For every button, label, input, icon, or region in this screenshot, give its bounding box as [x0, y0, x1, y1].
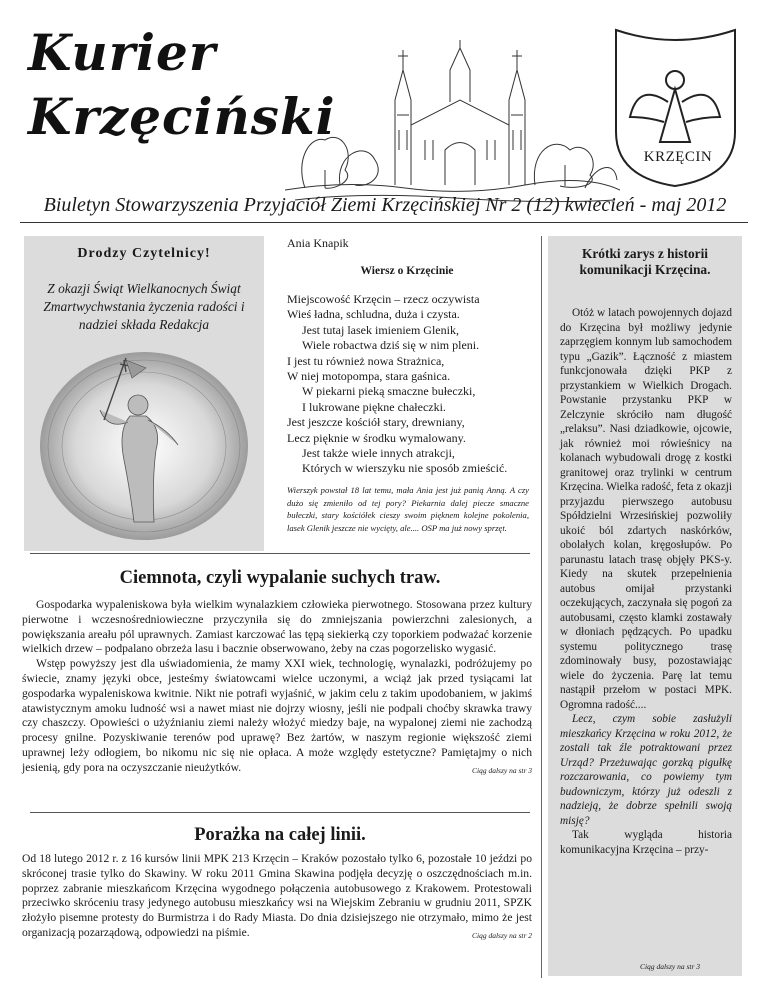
poem-line: W piekarni pieką smaczne bułeczki,	[302, 384, 476, 399]
sidebar-paragraph: Otóż w latach powojennych dojazd do Krzęcina był możliwy jedynie zaprzęgiem konnym lub samochodem typu „Gazik”. Łączność z miastem funkcjonowała dzięki PKP z przystankiem w Wielkich Drogach. Powstanie przystanku PKP w Zelczynie skróciło nam długość „relaksu”. Nasi dziadkowie, ojcowie, jak również moi rówieśnicy na kolanach wybudowali drogę z kostki granitowej oraz trylinki w centrum Krzęcina. Wielka radość, feta z okazji przyjazdu pierwszego autobusu Spółdzielni Wrzesińskiej pozwoliły ukoić ból zdartych naskórków, obolałych kolan, kręgosłupów. Po parunastu latach trasę objęły PKS-y. Kiedy na skutek przepełnienia autobus omijał przystanki oczekujących, zaczynała się pogoń za autobusami, często klamki zostawały w dłoniach pędzących. Po upadku systemu politycznego trasę zdominowały busy, pozostawiając wiele do życzenia. Parę lat temu nastąpił przełom w postaci MPK. Ogromna radość....	[560, 307, 732, 711]
poem-line: Jest tutaj lasek imieniem Glenik,	[302, 322, 459, 337]
poem-author: Ania Knapik	[287, 236, 349, 250]
crest-label: KRZĘCIN	[643, 149, 713, 165]
poem-line: Miejscowość Krzęcin – rzecz oczywista	[287, 292, 480, 306]
masthead-subtitle: Biuletyn Stowarzyszenia Przyjaciół Ziemi Krzęcińskiej Nr 2 (12) kwiecień - maj 2012	[43, 194, 727, 216]
article2-continued: Ciąg dalszy na str 2	[471, 930, 532, 940]
article-divider	[30, 553, 530, 554]
poem-text	[287, 292, 532, 477]
masthead-title-line1: Kurier	[28, 23, 217, 82]
article1-paragraph: Gospodarka wypaleniskowa była wielkim wynalazkiem człowieka pierwotnego. Stosowana przez kultury pierwotne i wczesnośredniowieczne przyczyniła się do zmniejszania powierzchni zalesionych, a powiększania areału pól uprawnych. Zamiast karczować las tępą siekierką czy toporkiem podważać korzenie wielkich drzew – podpalano obrzeża lasu i bacznie obserwowano, żeby na czas pogorzelisko wygasić.	[22, 598, 532, 656]
poem-title: Wiersz o Krzęcinie	[360, 265, 454, 277]
article1-body	[22, 598, 532, 779]
article-divider	[30, 812, 530, 813]
poem-line: W niej motopompa, stara gaśnica.	[287, 369, 451, 384]
sidebar-paragraph: Lecz, czym sobie zasłużyli mieszkańcy Krzęcina w roku 2012, że zostali tak źle potraktowani przez Urząd? Przeżuwając gorzką pigułkę rozczarowania, co powiemy tym budowniczym, którzy już odeszli z nadzieją, że dobrze spełnili swoją misję?	[560, 713, 732, 827]
greeting-title: Drodzy Czytelnicy!	[77, 246, 211, 261]
poem-line: Jest jeszcze kościół stary, drewniany,	[287, 415, 465, 430]
sidebar-body	[560, 306, 732, 857]
poem-line: Wiele robactwa dziś się w nim pleni.	[302, 338, 480, 353]
article1-paragraph-text: Wstęp powyższy jest dla uświadomienia, że mamy XXI wiek, technologię, wynalazki, podróżujemy po świecie, znamy języki obce, jesteśmy światowcami wielce uczonymi, a wciąż jak przed tysiącami lat gospodarka wypaleniskowa kwitnie. Nikt nie potrafi wyjaśnić, w jakim celu z takim upodobaniem, w jakimś atawistycznym amoku ludność wsi a nawet miast nie dojrzy wiosny, jeśli nie podpali choćby skrawka trawy czy chaszczy. Opowieści o użyźnianiu ziemi należy włożyć miedzy baje, na wypalonej ziemi nie zachodzą procesy gnilne. Pozyskiwanie terenów pod uprawę? Bez żartów, w naszym regionie większość ziemi uprawnej leży odłogiem, bo nikomu nic się nie opłaca. A może względy estetyczne? Pamiętajmy o nich jesienią, gdy pora na oczyszczanie nieużytków.	[22, 657, 532, 774]
article1-headline: Ciemnota, czyli wypalanie suchych traw.	[119, 568, 441, 588]
poem-line: I lukrowane piękne chałeczki.	[302, 399, 446, 414]
greeting-text: Z okazji Świąt Wielkanocnych Świąt Zmartwychwstania życzenia radości i nadziei składa Redakcja	[43, 281, 245, 332]
masthead-rule	[20, 222, 748, 223]
poem-line: Których w wierszyku nie sposób zmieścić.	[302, 461, 508, 476]
sidebar-continued: Ciąg dalszy na str 3	[640, 962, 701, 971]
column-divider	[541, 236, 542, 978]
article1-paragraph	[22, 657, 532, 775]
sidebar-paragraph: Tak wygląda historia komunikacyjna Krzęcina – przy-	[560, 829, 732, 856]
poem-line: Lecz pięknie w środku wymalowany.	[287, 430, 466, 445]
article1-continued: Ciąg dalszy na str 3	[471, 765, 532, 775]
sidebar-title: Krótki zarys z historii komunikacji Krzęcina.	[579, 246, 711, 277]
article2-headline: Porażka na całej linii.	[194, 825, 366, 845]
article2-paragraph-text: Od 18 lutego 2012 r. z 16 kursów linii MPK 213 Krzęcin – Kraków pozostało tylko 6, pozostałe 10 jeździ po skróconej trasie tylko do Skawiny. W roku 2011 Gmina Skawina podjęła decyzję o oszczędnościach m.in. poprzez zabranie mieszkańcom Krzęcina wygodnego połączenia autobusowego z Krakowem. Protestowali przeciwko skróceniu trasy jedynego autobusu mieszkańcy wsi na Wiejskim Zebraniu w grudniu 2011, SPZK złożyło pisemne protesty do Burmistrza i do Rady Miasta. Do dnia dzisiejszego nie otrzymało, mimo że jest organizacją pozarządową, odpowiedzi na piśmie.	[22, 852, 532, 939]
poem-note: Wierszyk powstał 18 lat temu, mała Ania jest już panią Anną. A czy dużo się zmieniło od tej pory? Piekarnia dalej piecze smaczne bułeczki, stary kościółek cieszy swoim pięknem kolejne pokolenia, lasek Glenik jeszcze nie wycięty, ale.... OSP ma już nowy sprzęt.	[287, 485, 529, 533]
article2-body	[22, 852, 532, 944]
masthead-title-line2: Krzęciński	[28, 87, 336, 146]
poem-line: Jest także wiele innych atrakcji,	[302, 446, 455, 461]
poem-line: Wieś ładna, schludna, duża i czysta.	[287, 307, 460, 322]
church-sketch	[285, 40, 620, 210]
article2-paragraph	[22, 852, 532, 941]
resurrection-image	[38, 350, 250, 542]
poem-line: I jest tu również nowa Strażnica,	[287, 353, 445, 368]
